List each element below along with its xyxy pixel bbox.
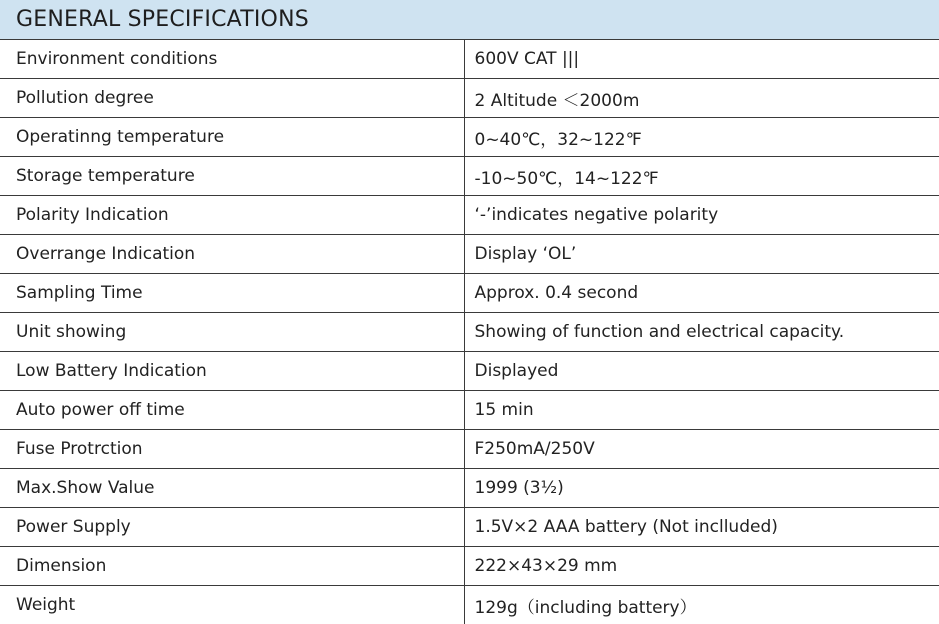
table-row (0, 586, 939, 624)
table-row (0, 274, 939, 313)
section-title: GENERAL SPECIFICATIONS (0, 0, 939, 39)
table-row (0, 313, 939, 352)
spec-label: Sampling Time (0, 274, 464, 313)
table-row (0, 79, 939, 118)
spec-value: 222×43×29 mm (464, 547, 939, 586)
spec-value: Display ‘OL’ (464, 235, 939, 274)
table-row (0, 547, 939, 586)
table-row (0, 469, 939, 508)
spec-label: Fuse Protrction (0, 430, 464, 469)
spec-label: Overrange Indication (0, 235, 464, 274)
spec-label: Power Supply (0, 508, 464, 547)
spec-value: 15 min (464, 391, 939, 430)
spec-label: Unit showing (0, 313, 464, 352)
table-row (0, 508, 939, 547)
spec-value: Displayed (464, 352, 939, 391)
spec-label: Storage temperature (0, 157, 464, 196)
spec-label: Dimension (0, 547, 464, 586)
spec-label: Operatinng temperature (0, 118, 464, 157)
spec-label: Auto power off time (0, 391, 464, 430)
spec-value: 2 Altitude ＜2000m (464, 79, 939, 118)
spec-value: ‘-’indicates negative polarity (464, 196, 939, 235)
spec-label: Weight (0, 586, 464, 624)
table-row (0, 352, 939, 391)
spec-label: Pollution degree (0, 79, 464, 118)
spec-value: 1999 (3½) (464, 469, 939, 508)
spec-value: 0~40℃，32~122℉ (464, 118, 939, 157)
table-row (0, 235, 939, 274)
spec-value: F250mA/250V (464, 430, 939, 469)
table-row (0, 196, 939, 235)
spec-label: Max.Show Value (0, 469, 464, 508)
spec-value: 1.5V×2 AAA battery (Not inclluded) (464, 508, 939, 547)
spec-table (0, 39, 939, 624)
spec-label: Low Battery Indication (0, 352, 464, 391)
spec-value: 129g（including battery） (464, 586, 939, 624)
table-row (0, 157, 939, 196)
table-row (0, 430, 939, 469)
spec-value: -10~50℃，14~122℉ (464, 157, 939, 196)
spec-value: Showing of function and electrical capacity. (464, 313, 939, 352)
table-row (0, 391, 939, 430)
spec-value: 600V CAT ||| (464, 40, 939, 79)
spec-value: Approx. 0.4 second (464, 274, 939, 313)
table-row (0, 40, 939, 79)
table-row (0, 118, 939, 157)
spec-label: Environment conditions (0, 40, 464, 79)
spec-label: Polarity Indication (0, 196, 464, 235)
